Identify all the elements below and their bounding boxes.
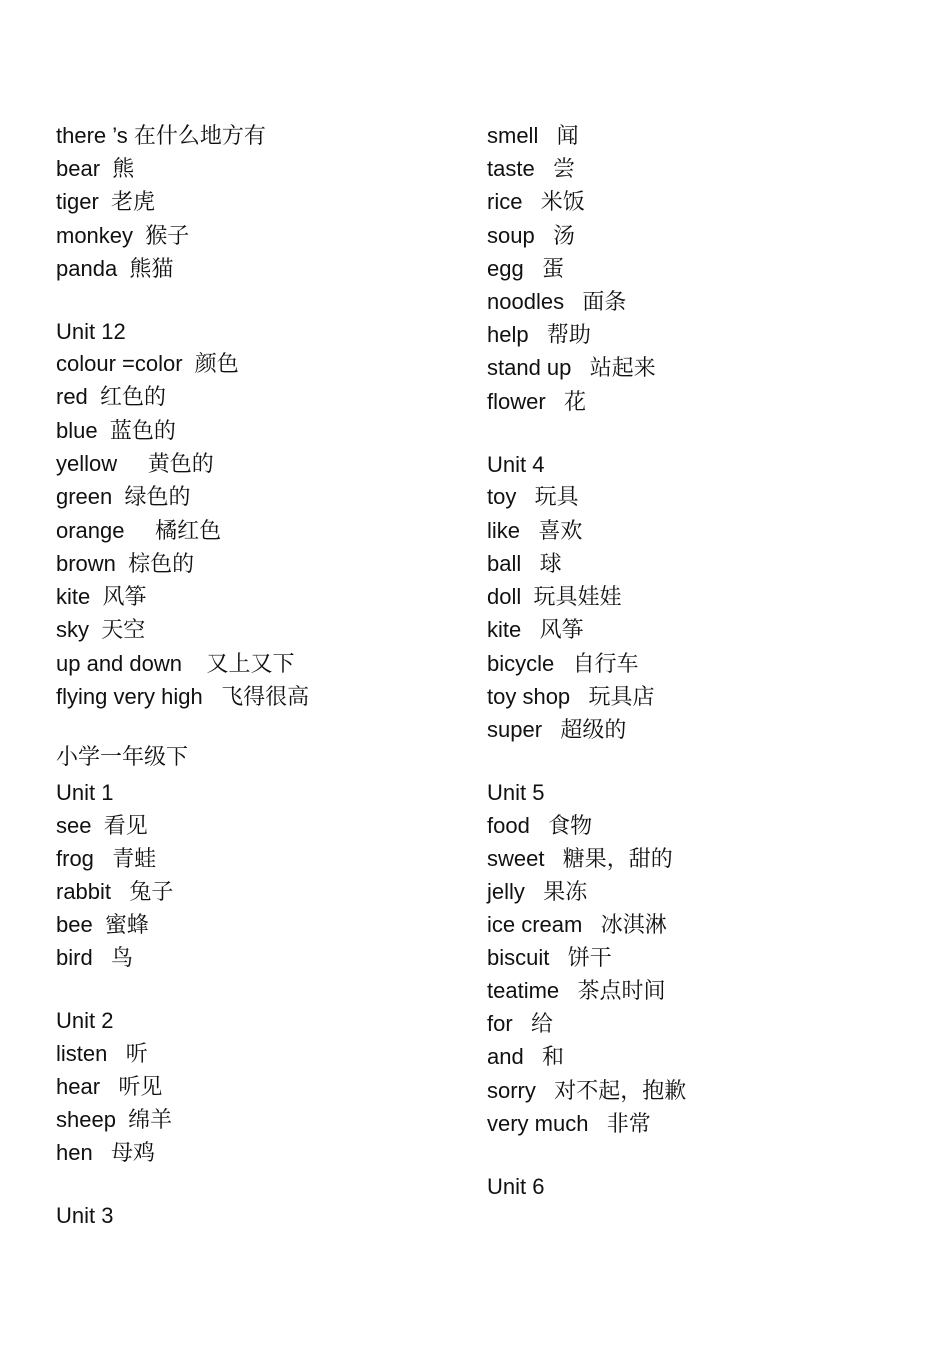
list-item: stand up 站起来 xyxy=(487,355,656,380)
list-item: flying very high 飞得很高 xyxy=(56,684,310,709)
list-item: rice 米饭 xyxy=(487,189,585,214)
section-heading: Unit 1 xyxy=(56,780,114,805)
list-item: sorry 对不起，抱歉 xyxy=(487,1078,687,1103)
list-item: very much 非常 xyxy=(487,1111,651,1136)
list-item: yellow 黄色的 xyxy=(56,451,214,476)
section-heading: Unit 5 xyxy=(487,780,545,805)
list-item: listen 听 xyxy=(56,1041,148,1066)
list-item: rabbit 兔子 xyxy=(56,879,174,904)
list-item: bird 鸟 xyxy=(56,945,134,970)
list-item: jelly 果冻 xyxy=(487,879,588,904)
list-item: colour =color 颜色 xyxy=(56,351,239,376)
list-item: sweet 糖果，甜的 xyxy=(487,846,673,871)
list-item: panda 熊猫 xyxy=(56,256,174,281)
list-item: see 看见 xyxy=(56,813,148,838)
list-item: doll 玩具娃娃 xyxy=(487,584,622,609)
list-item: flower 花 xyxy=(487,389,587,414)
list-item: help 帮助 xyxy=(487,322,591,347)
list-item: like 喜欢 xyxy=(487,518,583,543)
section-heading: Unit 4 xyxy=(487,452,545,477)
list-item: kite 风筝 xyxy=(487,617,584,642)
list-item: noodles 面条 xyxy=(487,289,627,314)
list-item: soup 汤 xyxy=(487,223,576,248)
list-item: there ’s 在什么地方有 xyxy=(56,123,266,148)
list-item: sky 天空 xyxy=(56,617,146,642)
list-item: for 给 xyxy=(487,1011,554,1036)
list-item: monkey 猴子 xyxy=(56,223,190,248)
list-item: ice cream 冰淇淋 xyxy=(487,912,667,937)
list-item: smell 闻 xyxy=(487,123,579,148)
list-item: taste 尝 xyxy=(487,156,576,181)
list-item: bear 熊 xyxy=(56,156,135,181)
section-heading: Unit 12 xyxy=(56,319,126,344)
list-item: red 红色的 xyxy=(56,384,167,409)
list-item: hear 听见 xyxy=(56,1074,163,1099)
list-item: tiger 老虎 xyxy=(56,189,156,214)
list-item: and 和 xyxy=(487,1044,565,1069)
list-item: frog 青蛙 xyxy=(56,846,157,871)
list-item: teatime 茶点时间 xyxy=(487,978,666,1003)
list-item: toy 玩具 xyxy=(487,484,579,509)
section-heading: Unit 6 xyxy=(487,1174,545,1199)
list-item: hen 母鸡 xyxy=(56,1140,156,1165)
list-item: blue 蓝色的 xyxy=(56,418,176,443)
list-item: egg 蛋 xyxy=(487,256,565,281)
section-heading: Unit 3 xyxy=(56,1203,114,1228)
list-item: biscuit 饼干 xyxy=(487,945,612,970)
list-item: food 食物 xyxy=(487,813,593,838)
section-heading: 小学一年级下 xyxy=(56,744,189,769)
list-item: bicycle 自行车 xyxy=(487,651,639,676)
list-item: super 超级的 xyxy=(487,717,627,742)
list-item: green 绿色的 xyxy=(56,484,191,509)
list-item: brown 棕色的 xyxy=(56,551,195,576)
list-item: kite 风筝 xyxy=(56,584,147,609)
list-item: bee 蜜蜂 xyxy=(56,912,149,937)
list-item: orange 橘红色 xyxy=(56,518,222,543)
list-item: sheep 绵羊 xyxy=(56,1107,173,1132)
section-heading: Unit 2 xyxy=(56,1008,114,1033)
list-item: ball 球 xyxy=(487,551,562,576)
list-item: up and down 又上又下 xyxy=(56,651,295,676)
list-item: toy shop 玩具店 xyxy=(487,684,655,709)
